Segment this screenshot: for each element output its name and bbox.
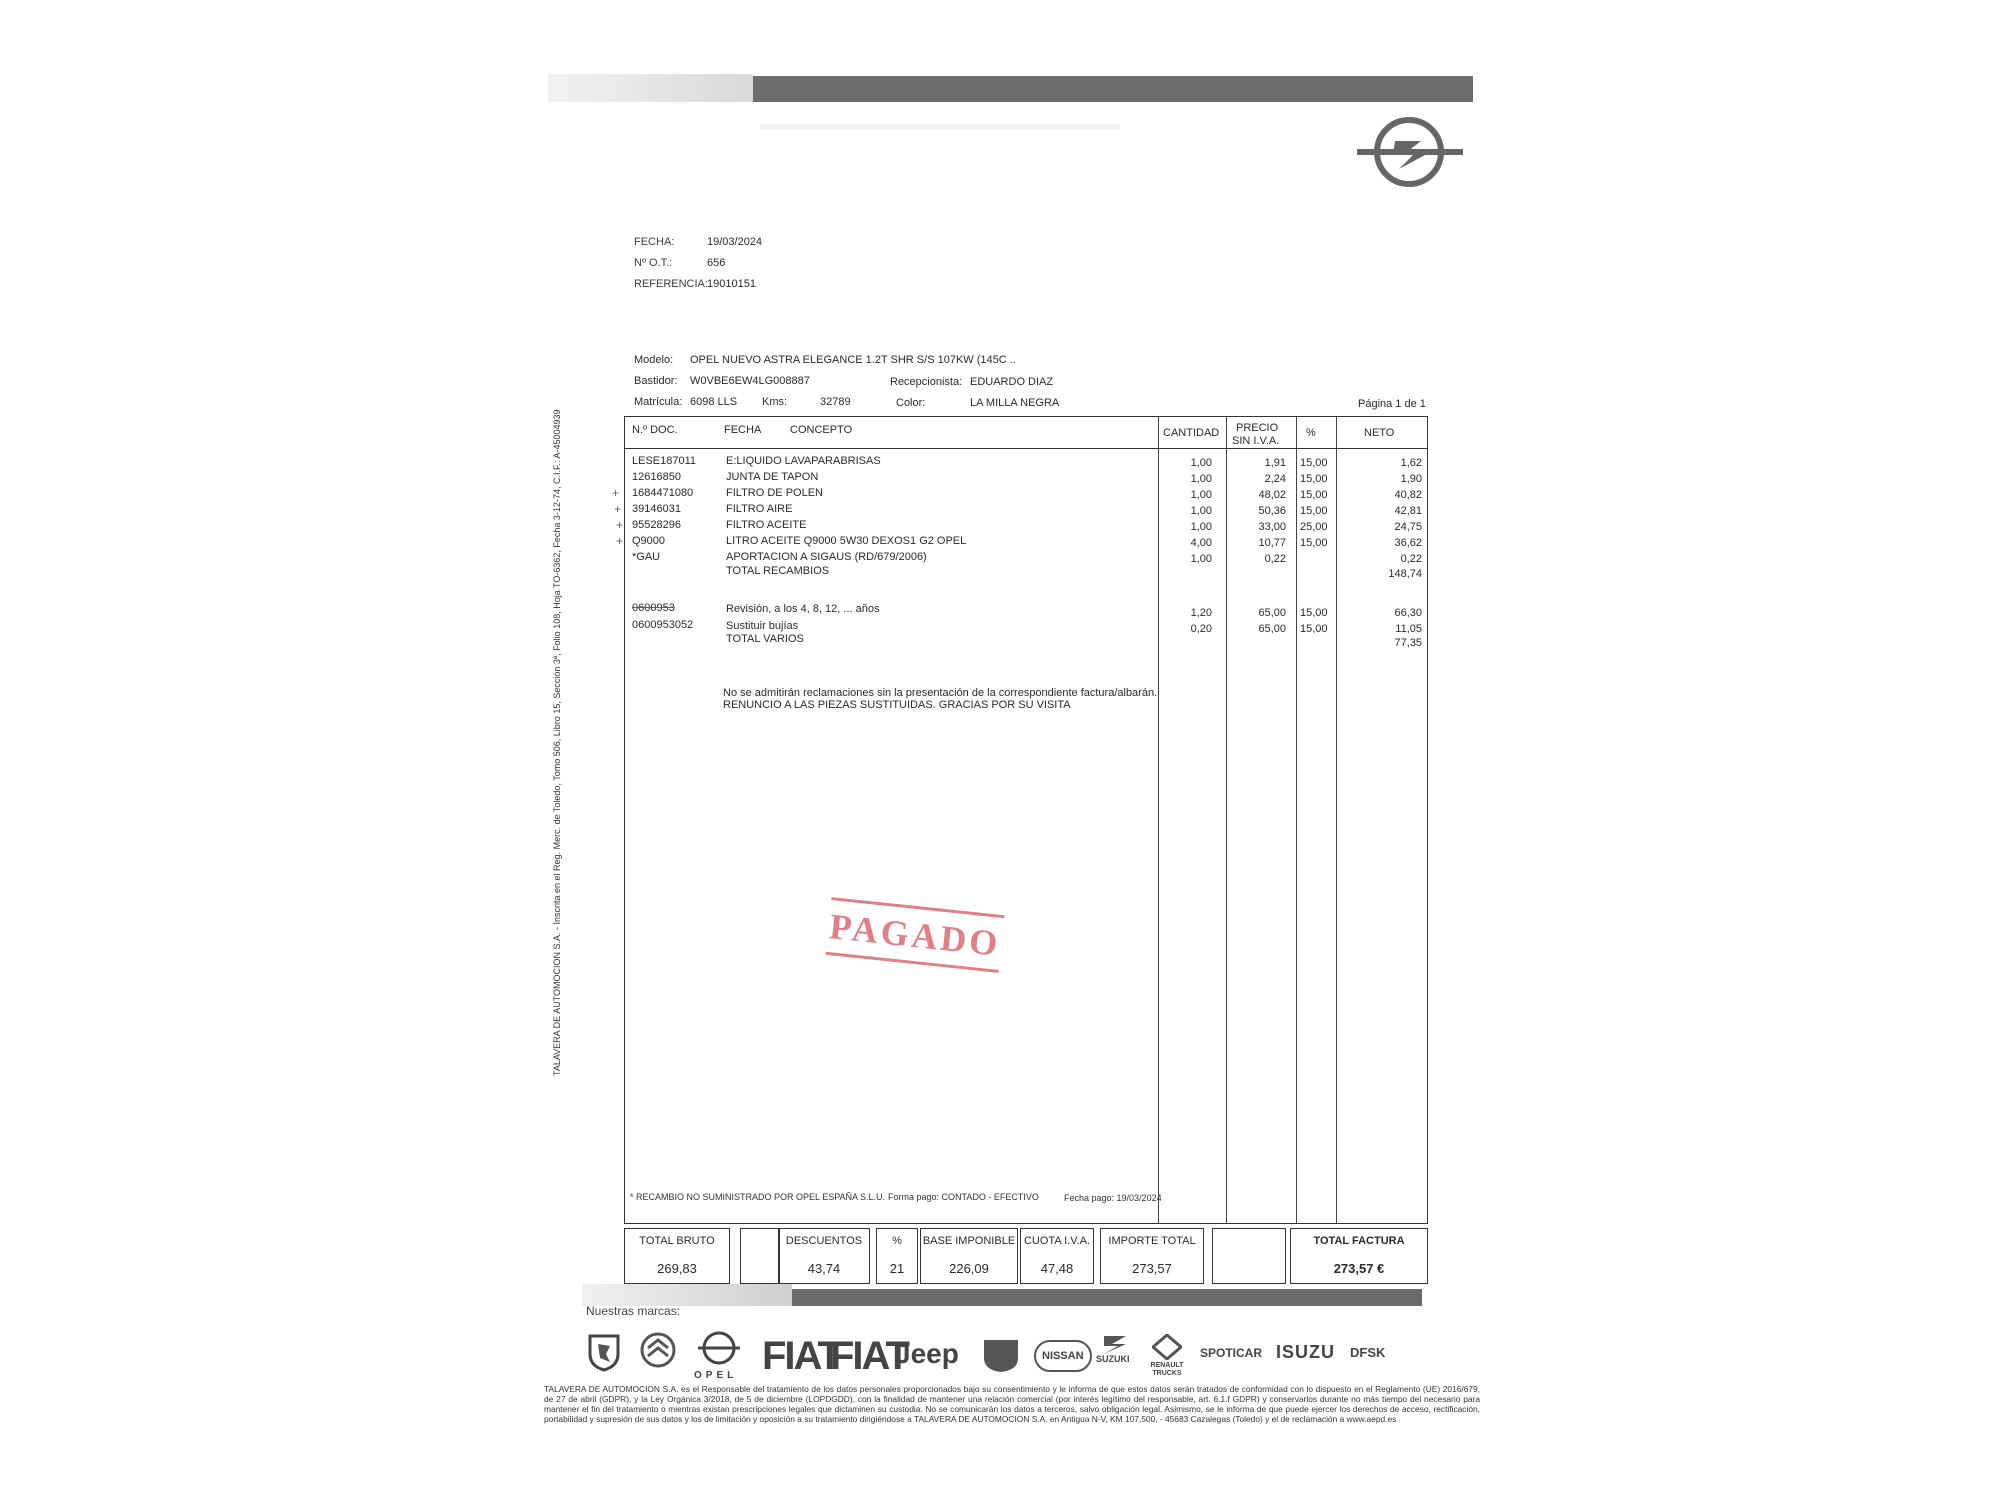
row-neto: 24,75 <box>1394 521 1422 533</box>
row-precio: 50,36 <box>1258 505 1286 517</box>
row-cantidad: 1,00 <box>1190 489 1212 501</box>
base-imponible-label: BASE IMPONIBLE <box>922 1235 1016 1247</box>
row-pct: 15,00 <box>1300 623 1328 635</box>
top-bar-light <box>548 74 753 102</box>
row-doc: 1684471080 <box>632 487 694 499</box>
brand-spoticar: SPOTICAR <box>1200 1346 1263 1360</box>
color-label: Color: <box>896 397 926 409</box>
base-imponible-value: 226,09 <box>949 1261 989 1276</box>
descuentos-label: DESCUENTOS <box>785 1235 863 1247</box>
row-precio: 2,24 <box>1264 473 1286 485</box>
row-neto: 36,62 <box>1394 537 1422 549</box>
row-cantidad: 1,00 <box>1190 473 1212 485</box>
total-factura-box <box>1290 1228 1428 1284</box>
bastidor-value: W0VBE6EW4LG008887 <box>690 375 810 387</box>
importe-total-box <box>1100 1228 1204 1284</box>
row-pct: 15,00 <box>1300 457 1328 469</box>
row-precio: 10,77 <box>1258 537 1286 549</box>
opel-brand-icon <box>696 1330 742 1370</box>
importe-total-label: IMPORTE TOTAL <box>1108 1235 1196 1247</box>
row-precio: 33,00 <box>1258 521 1286 533</box>
faint-header-line <box>760 124 1120 130</box>
matricula-label: Matrícula: <box>634 396 683 408</box>
row-pct: 15,00 <box>1300 505 1328 517</box>
total-factura-label: TOTAL FACTURA <box>1313 1235 1405 1247</box>
brand-isuzu: ISUZU <box>1276 1342 1335 1362</box>
brand-nissan: NISSAN <box>1034 1340 1092 1372</box>
pen-mark: + <box>614 502 622 516</box>
row-doc: 0600953 <box>632 602 675 614</box>
row-cantidad: 1,00 <box>1190 505 1212 517</box>
row-doc: LESE187011 <box>632 455 697 467</box>
row-precio: 48,02 <box>1258 489 1286 501</box>
total-bruto-box <box>624 1228 730 1284</box>
row-cantidad: 1,00 <box>1190 521 1212 533</box>
row-cantidad: 4,00 <box>1190 537 1212 549</box>
top-bar-dark <box>753 76 1473 102</box>
row-doc: 0600953052 <box>632 619 694 631</box>
row-neto: 0,22 <box>1400 553 1422 565</box>
color-value: LA MILLA NEGRA <box>970 397 1060 409</box>
row-cantidad: 0,20 <box>1190 623 1212 635</box>
row-cantidad: 1,00 <box>1190 457 1212 469</box>
brand-dfsk: DFSK <box>1350 1345 1386 1360</box>
total-bruto-value: 269,83 <box>657 1261 697 1276</box>
cuota-iva-label: CUOTA I.V.A. <box>1023 1235 1091 1247</box>
recepcionista-value: EDUARDO DIAZ <box>970 376 1054 388</box>
fecha-pago: Fecha pago: 19/03/2024 <box>1064 1193 1162 1203</box>
modelo-value: OPEL NUEVO ASTRA ELEGANCE 1.2T SHR S/S 107KW (145C .. <box>690 354 1016 366</box>
claims-note: No se admitirán reclamaciones sin la presentación de la correspondiente factura/albarán. <box>723 687 1158 699</box>
row-doc: *GAU <box>632 551 661 563</box>
bottom-bar-light <box>582 1284 792 1306</box>
pen-mark: + <box>616 518 624 532</box>
kms-label: Kms: <box>762 396 788 408</box>
brands-title: Nuestras marcas: <box>586 1304 681 1318</box>
peugeot-logo-icon <box>584 1332 624 1372</box>
header-ndoc: N.º DOC. <box>632 424 678 436</box>
renault-logo-icon <box>1152 1334 1182 1360</box>
row-concepto: JUNTA DE TAPON <box>726 471 819 483</box>
header-concepto: CONCEPTO <box>790 424 853 436</box>
header-fecha: FECHA <box>724 424 762 436</box>
header-pct: % <box>1306 427 1316 439</box>
ot-label: Nº O.T.: <box>634 257 673 269</box>
recepcionista-label: Recepcionista: <box>890 376 963 388</box>
row-neto: 1,90 <box>1400 473 1422 485</box>
referencia-value: 19010151 <box>707 278 756 290</box>
referencia-label: REFERENCIA: <box>634 278 708 290</box>
opel-logo-icon <box>1355 115 1465 189</box>
paid-stamp: PAGADO <box>825 897 1004 973</box>
row-neto: 40,82 <box>1394 489 1422 501</box>
row-doc: 12616850 <box>632 471 681 483</box>
brand-fiat-professional: FIAT <box>830 1334 908 1378</box>
empty-box <box>740 1228 780 1284</box>
bastidor-label: Bastidor: <box>634 375 678 387</box>
row-doc: Q9000 <box>632 535 666 547</box>
suzuki-logo-icon <box>1100 1334 1130 1356</box>
table-header-line <box>624 448 1428 449</box>
descuentos-value: 43,74 <box>807 1261 841 1276</box>
row-pct: 15,00 <box>1300 537 1328 549</box>
page-number: Página 1 de 1 <box>1358 398 1426 410</box>
row-pct: 15,00 <box>1300 489 1328 501</box>
row-pct: 15,00 <box>1300 473 1328 485</box>
pen-mark: + <box>616 534 624 548</box>
brand-jeep: Jeep <box>895 1338 959 1369</box>
brand-opel: OPEL <box>694 1370 738 1381</box>
abarth-logo-icon <box>978 1334 1024 1374</box>
row-precio: 0,22 <box>1264 553 1286 565</box>
row-cantidad: 1,20 <box>1190 607 1212 619</box>
row-concepto: LITRO ACEITE Q9000 5W30 DEXOS1 G2 OPEL <box>726 535 967 547</box>
row-neto: 42,81 <box>1394 505 1422 517</box>
row-precio: 1,91 <box>1264 457 1286 469</box>
forma-pago: Forma pago: CONTADO - EFECTIVO <box>888 1192 1039 1202</box>
pen-mark: + <box>612 486 620 500</box>
iva-pct-value: 21 <box>889 1261 905 1276</box>
row-pct: 15,00 <box>1300 607 1328 619</box>
row-concepto: APORTACION A SIGAUS (RD/679/2006) <box>726 551 927 563</box>
footer-note: * RECAMBIO NO SUMINISTRADO POR OPEL ESPAÑA S.L.U. <box>630 1192 886 1202</box>
row-concepto: FILTRO AIRE <box>726 503 793 515</box>
row-concepto: FILTRO ACEITE <box>726 519 807 531</box>
col-divider-neto <box>1336 416 1337 1224</box>
row-concepto: FILTRO DE POLEN <box>726 487 823 499</box>
empty-box <box>1212 1228 1286 1284</box>
iva-pct-box <box>876 1228 918 1284</box>
kms-value: 32789 <box>820 396 851 408</box>
total-bruto-label: TOTAL BRUTO <box>639 1235 715 1247</box>
header-neto: NETO <box>1364 427 1395 439</box>
modelo-label: Modelo: <box>634 354 674 366</box>
thanks-note: RENUNCIO A LAS PIEZAS SUSTITUIDAS. GRACIAS POR SU VISITA <box>723 699 1071 711</box>
row-concepto: Sustituir bujías <box>726 620 799 632</box>
header-precio-sin-iva: SIN I.V.A. <box>1232 435 1280 447</box>
total-varios-value: 77,35 <box>1394 637 1422 649</box>
total-varios-label: TOTAL VARIOS <box>726 633 804 645</box>
brand-fiat: FIAT <box>762 1334 840 1378</box>
row-doc: 39146031 <box>632 503 681 515</box>
fecha-value: 19/03/2024 <box>707 236 763 248</box>
header-cantidad: CANTIDAD <box>1163 427 1220 439</box>
total-recambios-value: 148,74 <box>1388 568 1422 580</box>
cuota-iva-box <box>1020 1228 1094 1284</box>
header-precio: PRECIO <box>1236 422 1279 434</box>
row-concepto: E:LIQUIDO LAVAPARABRISAS <box>726 455 881 467</box>
total-recambios-label: TOTAL RECAMBIOS <box>726 565 830 577</box>
bottom-bar-dark <box>792 1289 1422 1306</box>
ot-value: 656 <box>707 257 726 269</box>
row-cantidad: 1,00 <box>1190 553 1212 565</box>
legal-notice: TALAVERA DE AUTOMOCION S.A. es el Responsable del tratamiento de los datos personales proporcionados bajo su consentimiento y le informa de que estos datos serán tratados de conformidad con lo dispuesto en el Reglamento (UE) 2016/679, de 27 de abril (GDPR), y la Ley Orgánica 3/2018, de 5 de diciembre (LOPDGDD), con la finalidad de mantener una relación comercial (por interés legítimo del responsable, art. 6.1.f GDPR) y conservarlos durante no más tiempo del necesario para mantener el fin del tratamiento o mientras existan prescripciones legales que dictaminen su custodia. No se comunicarán los datos a terceros, salvo obligación legal. Asimismo, se le informa de que puede ejercer los derechos de acceso, rectificación, portabilidad y supresión de sus datos y los de limitación y oposición a su tratamiento dirigiéndose a TALAVERA DE AUTOMOCION S.A. en Antigua N-V, KM 107,500, - 45683 Cazalegas (Toledo) y el de reclamación a www.aepd.es <box>544 1384 1480 1424</box>
brand-suzuki: SUZUKI <box>1096 1354 1130 1364</box>
total-factura-value: 273,57 € <box>1333 1261 1385 1276</box>
iva-pct-label: % <box>892 1235 902 1247</box>
cuota-iva-value: 47,48 <box>1040 1261 1074 1276</box>
row-precio: 65,00 <box>1258 607 1286 619</box>
citroen-logo-icon <box>638 1330 678 1374</box>
importe-total-value: 273,57 <box>1132 1261 1172 1276</box>
row-pct: 25,00 <box>1300 521 1328 533</box>
row-neto: 11,05 <box>1395 623 1422 635</box>
brand-renault-trucks: RENAULT TRUCKS <box>1150 1362 1184 1377</box>
company-registry-text: TALAVERA DE AUTOMOCION S.A. - Inscrita en el Reg. Merc. de Toledo, Tomo 506, Libro 15, Sección 3ª, Folio 108, Hoja TO-6362, Fecha 3-12-74, C.I.F.: A-45004939 <box>552 409 562 1076</box>
row-neto: 1,62 <box>1400 457 1422 469</box>
descuentos-box <box>778 1228 870 1284</box>
row-doc: 95528296 <box>632 519 681 531</box>
row-concepto: Revisión, a los 4, 8, 12, ... años <box>726 603 880 615</box>
row-neto: 66,30 <box>1394 607 1422 619</box>
base-imponible-box <box>920 1228 1018 1284</box>
matricula-value: 6098 LLS <box>690 396 738 408</box>
fecha-label: FECHA: <box>634 236 675 248</box>
row-precio: 65,00 <box>1258 623 1286 635</box>
col-divider-pct <box>1296 416 1297 1224</box>
